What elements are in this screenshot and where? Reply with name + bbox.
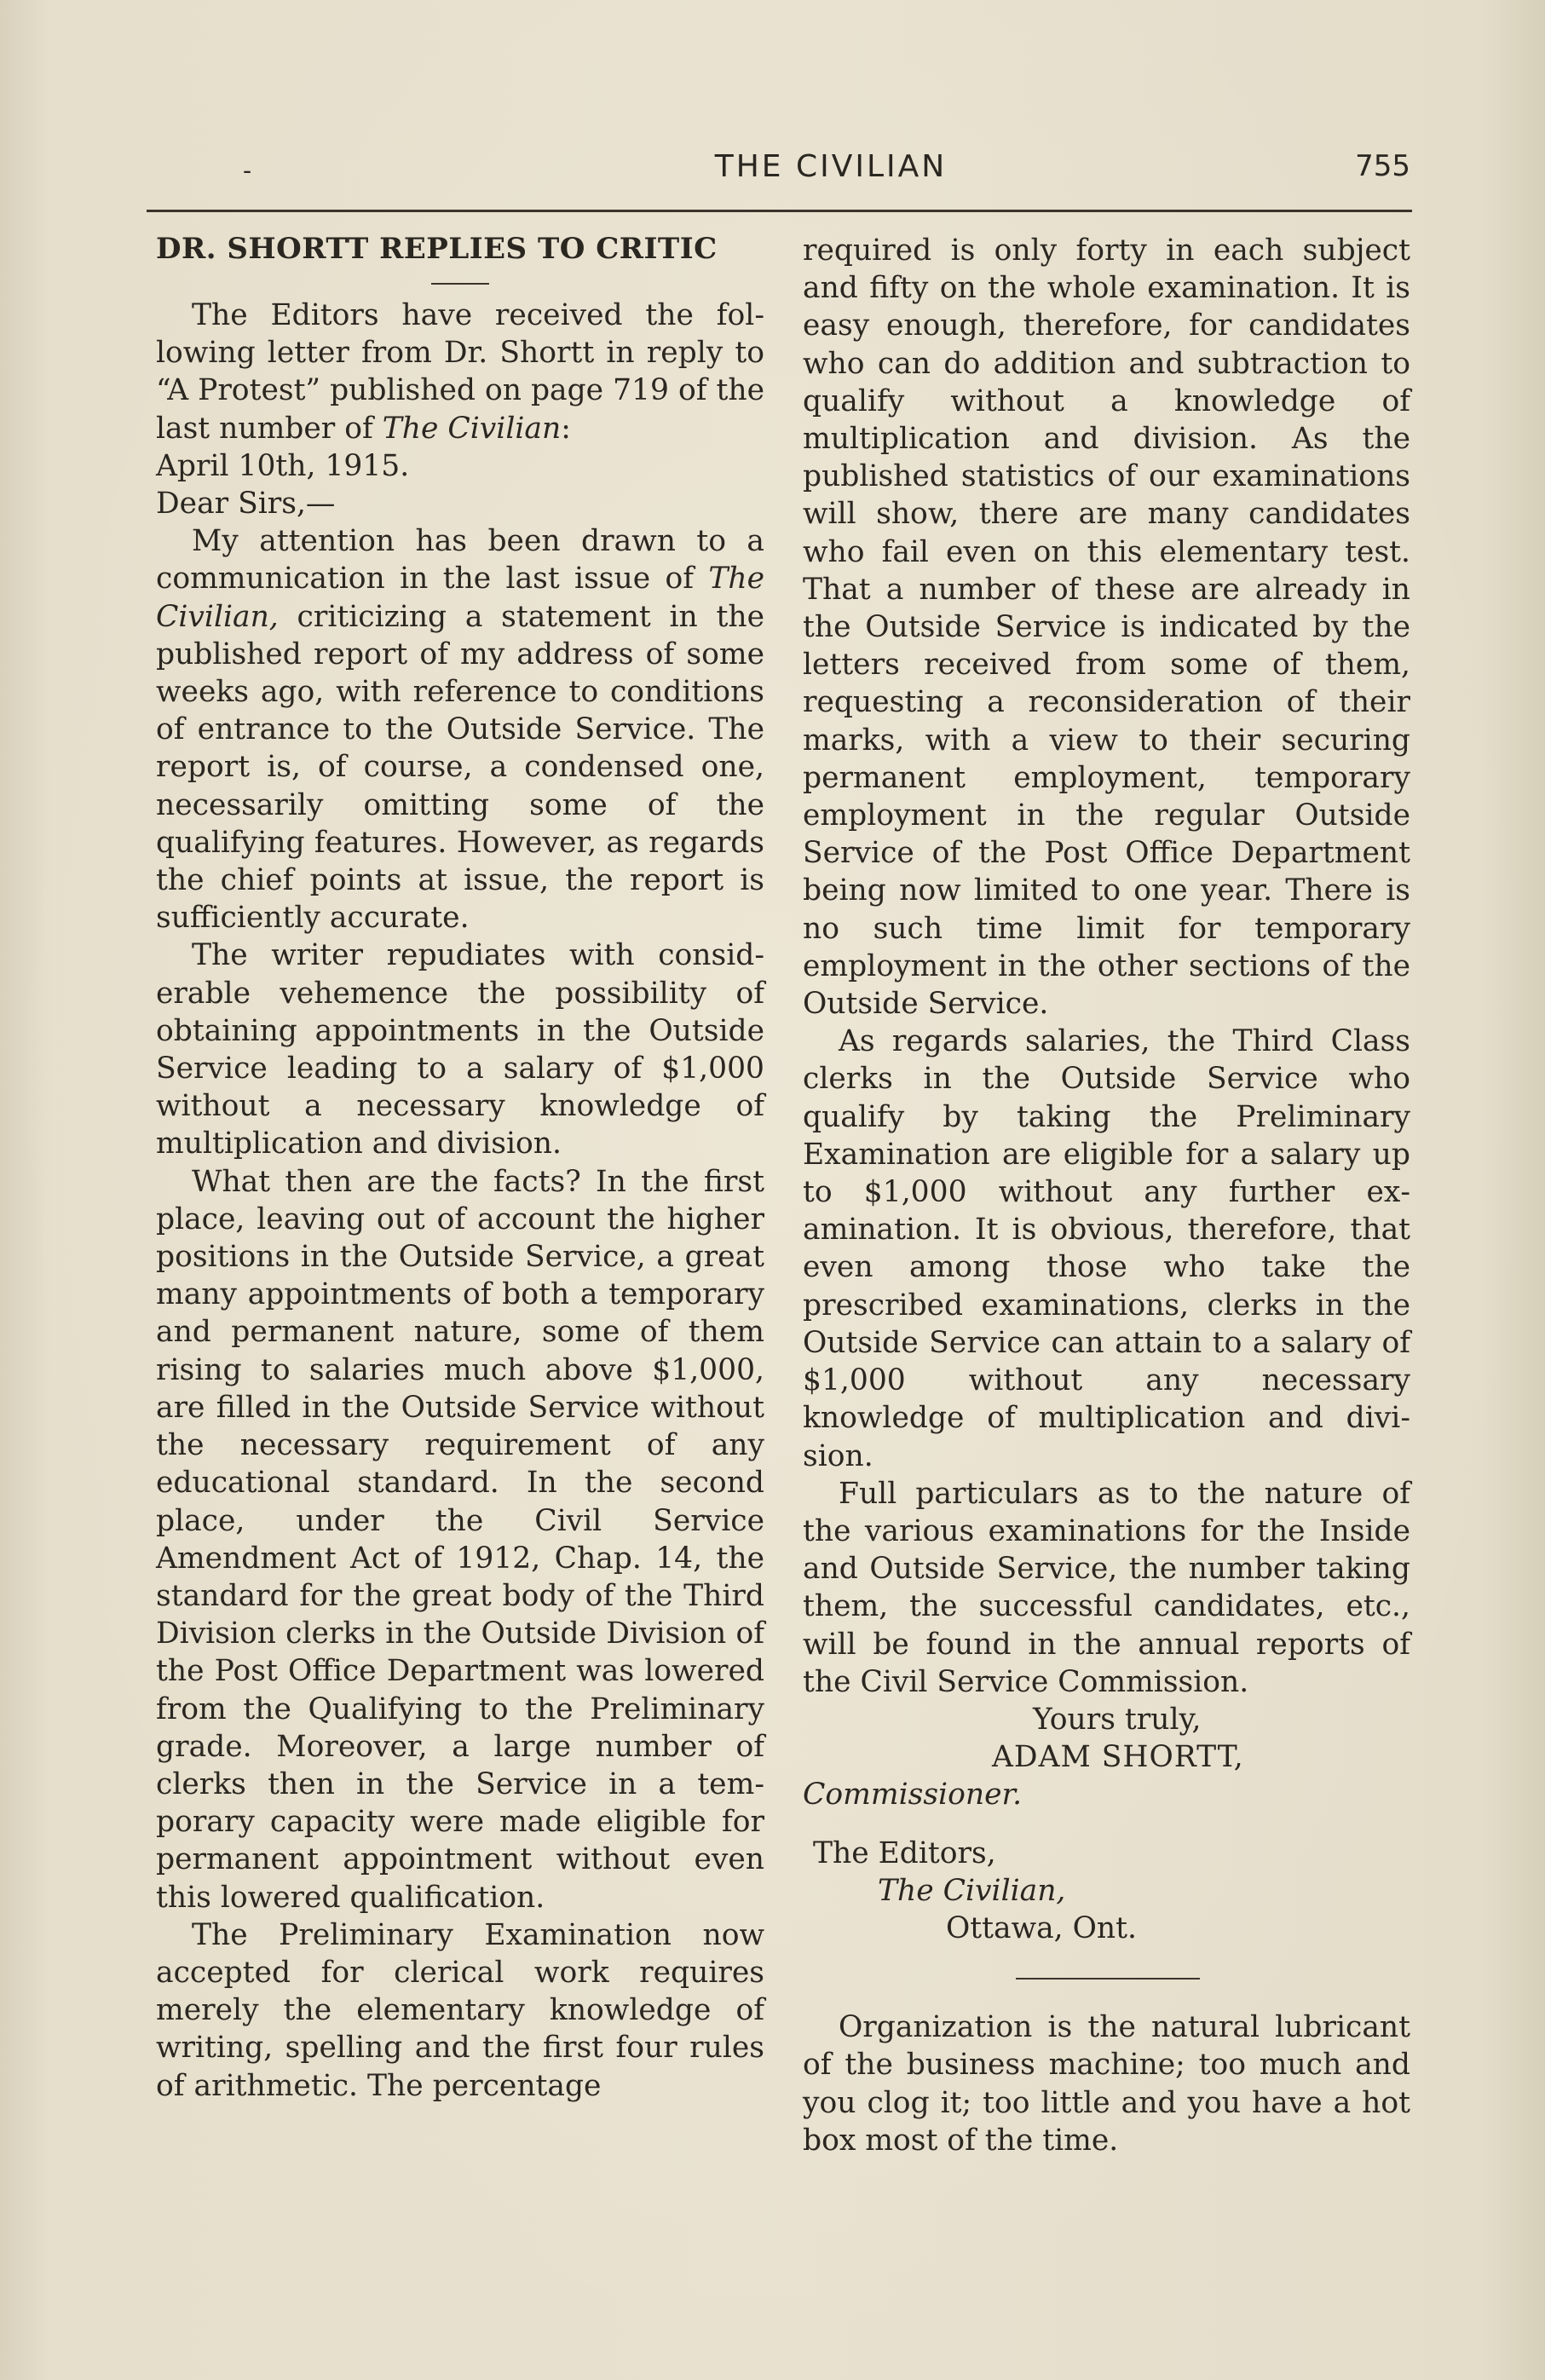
filler-paragraph: Organization is the natural lubricant of the business machine; too much and you clog it; too little and you have a hot box most of the time. (803, 2010, 1410, 2158)
intro-text: The Editors have received the following letter from Dr. Shortt in reply to “A Protest” published on page 719 of the last number of (156, 298, 764, 446)
header-rule (147, 210, 1412, 212)
letter-address (803, 1835, 1410, 1948)
letter-paragraph-4: The Preliminary Examination now accepted for clerical work requires merely the elementary knowledge of writing, spelling and the first four rules of arithmetic. The percentage (156, 1917, 764, 2103)
letter-paragraph-6: Full particulars as to the nature of the various examinations for the Inside and Outside Service, the number taking them, the successful candidates, etc., will be found in the annual reports of the Civil Service Commission. (803, 1476, 1410, 1699)
page-header (149, 149, 1410, 192)
letter-paragraph-2: The writer repudiates with considerable vehemence the possibility of obtaining appointments in the Outside Service leading to a salary of $1,000 without a necessary knowledge of multiplication and division. (156, 938, 764, 1161)
intro-colon: : (561, 411, 571, 446)
letter-closing (803, 1701, 1410, 1814)
p1-text-a: My attention has been drawn to a communication in the last issue of (156, 524, 764, 596)
publication-title: THE CIVILIAN (714, 149, 948, 184)
letter-paragraph-1 (156, 522, 764, 936)
address-line-2: The Civilian, (878, 1873, 1066, 1908)
address-line-1: The Editors, (813, 1835, 996, 1870)
letter-salutation: Dear Sirs,— (156, 487, 336, 522)
header-dash: - (243, 156, 252, 186)
section-divider (1016, 1978, 1200, 1979)
article-headline: DR. SHORTT REPLIES TO CRITIC (156, 232, 718, 266)
letter-paragraph-5: As regards salaries, the Third Class clerks in the Outside Service who qualify by taking the Preliminary Examination are eligible for a salary up to $1,000 without any further examination. It is obvious, therefore, that even among those who take the prescribed examinations, clerks in the Outside Service can attain to a salary of $1,000 without any necessary knowledge of multiplication and division. (803, 1024, 1410, 1473)
signature-title: Commissioner. (803, 1778, 1023, 1812)
right-column (803, 232, 1410, 2159)
closing-phrase: Yours truly, (1033, 1702, 1202, 1737)
signature-name: ADAM SHORTT, (992, 1740, 1244, 1775)
page-number: 755 (1355, 149, 1410, 183)
letter-paragraph-4-continued: required is only forty in each subject and fifty on the whole examination. It is easy enough, therefore, for candidates who can do addition and subtraction to qualify without a knowledge of multiplication and division. As the published statistics of our examinations will show, there are many candidates who fail even on this elementary test. That a number of these are already in the Outside Service is indicated by the letters received from some of them, requesting a reconsideration of their marks, with a view to their securing permanent employment, temporary employment in the regular Outside Service of the Post Office Department being now limited to one year. There is no such time limit for temporary employment in the other sections of the Outside Service. (803, 233, 1410, 1022)
left-column (156, 230, 764, 2105)
p1-text-b: criticizing a statement in the published report of my address of some weeks ago, with reference to conditions of entrance to the Outside Service. The report is, of course, a condensed one, necessarily omitting some of the qualifying features. However, as regards the chief points at issue, the report is sufficiently accurate. (156, 599, 764, 936)
letter-date: April 10th, 1915. (156, 448, 410, 483)
p1-publication-name: The Civilian, (156, 562, 764, 634)
intro-publication-name: The Civilian (382, 411, 562, 446)
address-line-3: Ottawa, Ont. (946, 1910, 1137, 1945)
headline-rule (431, 283, 489, 285)
letter-paragraph-3: What then are the facts? In the first place, leaving out of account the higher positions in the Outside Service, a great many appointments of both a temporary and permanent nature, some of them rising to salaries much above $1,000, are filled in the Outside Service without the necessary requirement of any educational standard. In the second place, under the Civil Service Amendment Act of 1912, Chap. 14, the standard for the great body of the Third Division clerks in the Outside Division of the Post Office Department was lowered from the Qualifying to the Preliminary grade. Moreover, a large number of clerks then in the Service in a temporary capacity were made eligible for permanent appointment without even this lowered qualification. (156, 1164, 764, 1915)
intro-paragraph (156, 297, 764, 447)
